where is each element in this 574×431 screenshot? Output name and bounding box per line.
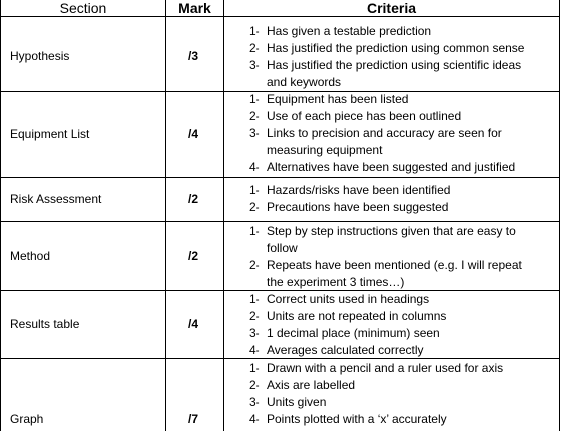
criterion-item xyxy=(249,91,549,108)
criterion-number: 2- xyxy=(249,41,260,55)
criterion-continuation xyxy=(249,240,549,257)
criterion-item xyxy=(249,360,549,377)
mark-column-header: Mark xyxy=(178,0,211,16)
mark-value: /3 xyxy=(188,49,199,63)
criteria-list xyxy=(249,91,549,176)
criterion-item xyxy=(249,342,549,359)
mark-value: /4 xyxy=(188,317,199,331)
criterion-text: Units are not repeated in columns xyxy=(267,309,447,323)
criterion-text: Axis are labelled xyxy=(267,378,356,392)
criterion-number: 2- xyxy=(249,109,260,123)
criterion-item xyxy=(249,199,549,216)
criterion-continuation xyxy=(249,142,549,159)
criterion-item xyxy=(249,40,549,57)
criterion-number: 3- xyxy=(249,58,260,72)
criterion-text: Averages calculated correctly xyxy=(267,343,424,357)
criterion-continuation xyxy=(249,74,549,91)
criterion-text: Units given xyxy=(267,395,327,409)
row-divider xyxy=(0,177,560,178)
section-name: Equipment List xyxy=(10,127,90,141)
mark-value: /4 xyxy=(188,127,199,141)
criterion-number: 3- xyxy=(249,395,260,409)
criterion-number: 2- xyxy=(249,200,260,214)
criterion-item xyxy=(249,108,549,125)
criterion-text: Precautions have been suggested xyxy=(267,200,449,214)
criterion-number: 2- xyxy=(249,258,260,272)
criterion-item xyxy=(249,23,549,40)
criterion-continuation xyxy=(249,274,549,291)
criterion-number: 2- xyxy=(249,309,260,323)
column-divider xyxy=(559,0,560,431)
criterion-text: Use of each piece has been outlined xyxy=(267,109,462,123)
criterion-text: Correct units used in headings xyxy=(267,292,430,306)
mark-value: /7 xyxy=(188,412,199,426)
criterion-number: 1- xyxy=(249,92,260,106)
section-column-header: Section xyxy=(59,0,107,16)
criterion-item xyxy=(249,377,549,394)
criterion-text: Has justified the prediction using common sense xyxy=(267,41,525,55)
criterion-number: 1- xyxy=(249,24,260,38)
mark-value: /2 xyxy=(188,249,199,263)
section-name: Risk Assessment xyxy=(10,192,102,206)
criterion-item xyxy=(249,159,549,176)
criterion-item xyxy=(249,57,549,74)
criterion-number: 3- xyxy=(249,326,260,340)
criterion-item xyxy=(249,308,549,325)
criterion-item xyxy=(249,411,549,428)
criterion-text: Alternatives have been suggested and justified xyxy=(267,160,516,174)
criterion-number: 1- xyxy=(249,292,260,306)
criterion-text: Hazards/risks have been identified xyxy=(267,183,451,197)
criterion-number: 1- xyxy=(249,183,260,197)
criteria-list xyxy=(249,360,549,428)
section-name: Graph xyxy=(10,412,44,426)
criterion-text: Has justified the prediction using scientific ideas xyxy=(267,58,522,72)
criterion-number: 4- xyxy=(249,412,260,426)
criteria-column-header: Criteria xyxy=(366,0,417,16)
criteria-list xyxy=(249,291,549,359)
row-divider xyxy=(0,16,560,17)
criterion-number: 3- xyxy=(249,126,260,140)
section-name: Hypothesis xyxy=(10,49,70,63)
criterion-text: Points plotted with a ‘x’ accurately xyxy=(267,412,447,426)
criterion-text: Drawn with a pencil and a ruler used for axis xyxy=(267,361,504,375)
criterion-text: Repeats have been mentioned (e.g. I will repeat xyxy=(267,258,522,272)
criterion-number: 1- xyxy=(249,224,260,238)
criterion-number: 1- xyxy=(249,361,260,375)
criterion-text: 1 decimal place (minimum) seen xyxy=(267,326,440,340)
criterion-text: measuring equipment xyxy=(267,143,383,157)
criterion-item xyxy=(249,182,549,199)
criteria-list xyxy=(249,182,549,216)
criterion-text: Has given a testable prediction xyxy=(267,24,432,38)
criterion-number: 2- xyxy=(249,378,260,392)
criterion-item xyxy=(249,291,549,308)
criterion-text: follow xyxy=(267,241,298,255)
row-divider xyxy=(0,221,560,222)
criterion-item xyxy=(249,325,549,342)
criterion-number: 4- xyxy=(249,343,260,357)
criterion-text: the experiment 3 times…) xyxy=(267,275,405,289)
criterion-text: and keywords xyxy=(267,75,342,89)
criterion-number: 4- xyxy=(249,160,260,174)
criterion-text: Links to precision and accuracy are seen for xyxy=(267,126,502,140)
criteria-list xyxy=(249,23,549,91)
column-divider xyxy=(0,0,1,431)
criterion-text: Equipment has been listed xyxy=(267,92,409,106)
mark-value: /2 xyxy=(188,192,199,206)
section-name: Method xyxy=(10,249,51,263)
criterion-item xyxy=(249,125,549,142)
column-divider xyxy=(165,0,166,431)
column-divider xyxy=(223,0,224,431)
criterion-item xyxy=(249,394,549,411)
criterion-item xyxy=(249,223,549,240)
criterion-text: Step by step instructions given that are easy to xyxy=(267,224,516,238)
criteria-list xyxy=(249,223,549,291)
section-name: Results table xyxy=(10,317,80,331)
criterion-item xyxy=(249,257,549,274)
